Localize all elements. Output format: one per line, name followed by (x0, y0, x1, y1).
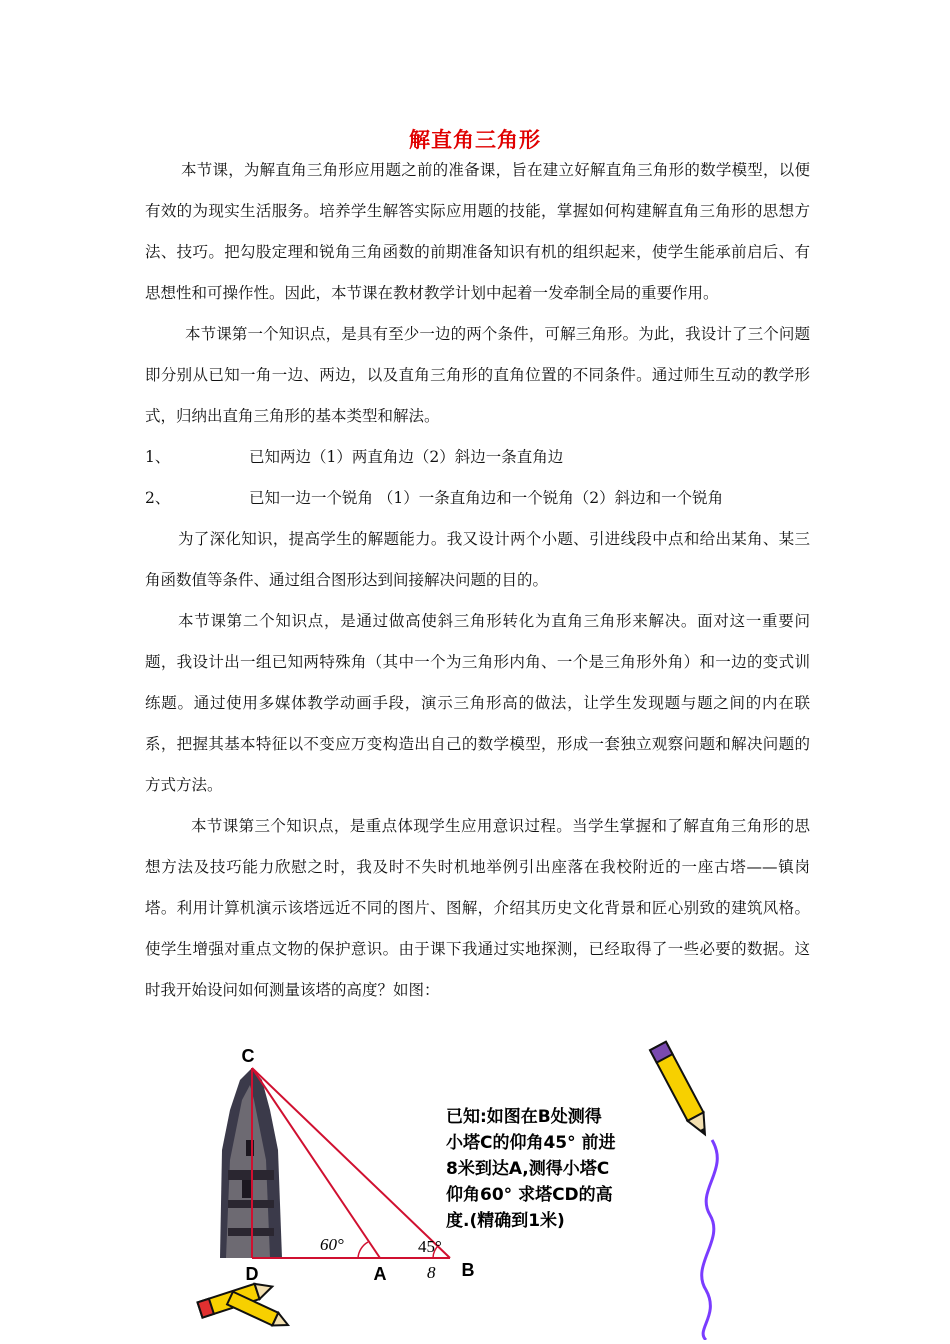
paragraph-4: 本节课第二个知识点，是通过做高使斜三角形转化为直角三角形来解决。面对这一重要问题，我设计出一组已知两特殊角（其中一个为三角形内角、一个是三角形外角）和一边的变式训练题。通过使用多媒体教学动画手段，演示三角形高的做法，让学生发现题与题之间的内在联系，把握其基本特征以不变应万变构造出自己的数学模型，形成一套独立观察问题和解决问题的方式方法。 (145, 612, 810, 794)
page-title: 解直角三角形 (409, 127, 541, 152)
paragraph-3: 为了深化知识，提高学生的解题能力。我又设计两个小题、引进线段中点和给出某角、某三角函数值等条件、通过组合图形达到间接解决问题的目的。 (145, 530, 810, 589)
given-line: 8米到达A,测得小塔C (446, 1159, 610, 1179)
label-b: B (461, 1260, 475, 1280)
paragraph-2: 本节课第一个知识点，是具有至少一边的两个条件，可解三角形。为此，我设计了三个问题即分别从已知一角一边、两边，以及直角三角形的直角位置的不同条件。通过师生互动的教学形式，归纳出直角三角形的基本类型和解法。 (145, 325, 810, 425)
list-text: 已知一边一个锐角 （1）一条直角边和一个锐角（2）斜边和一个锐角 (249, 489, 724, 507)
angle-a-label: 60° (320, 1235, 344, 1254)
list-item (145, 437, 810, 478)
paragraph-1: 本节课，为解直角三角形应用题之前的准备课，旨在建立好解直角三角形的数学模型，以便有效的为现实生活服务。培养学生解答实际应用题的技能，掌握如何构建解直角三角形的思想方法、技巧。把勾股定理和锐角三角函数的前期准备知识有机的组织起来，使学生能承前启后、有思想性和可操作性。因此，本节课在教材教学计划中起着一发牵制全局的重要作用。 (145, 161, 810, 302)
document-body (145, 150, 810, 1011)
list-text: 已知两边（1）两直角边（2）斜边一条直角边 (249, 448, 564, 466)
given-line: 小塔C的仰角45° 前进 (446, 1133, 616, 1153)
label-c: C (241, 1046, 255, 1066)
given-line: 度.(精确到1米) (446, 1211, 565, 1231)
angle-b-label: 45° (418, 1237, 442, 1256)
paragraph-5: 本节课第三个知识点，是重点体现学生应用意识过程。当学生掌握和了解直角三角形的思想方法及技巧能力欣慰之时，我及时不失时机地举例引出座落在我校附近的一座古塔——镇岗塔。利用计算机演示该塔远近不同的图片、图解，介绍其历史文化背景和匠心别致的建筑风格。使学生增强对重点文物的保护意识。由于课下我通过实地探测，已经取得了一些必要的数据。这时我开始设问如何测量该塔的高度？如图： (145, 817, 810, 999)
list-number: 2、 (145, 489, 171, 507)
given-line: 已知:如图在B处测得 (446, 1107, 602, 1127)
label-d: D (245, 1264, 259, 1284)
given-line: 仰角60° 求塔CD的高 (446, 1185, 613, 1205)
list-item (145, 478, 810, 519)
given-text-box (446, 1104, 676, 1234)
list-number: 1、 (145, 448, 171, 466)
label-a: A (373, 1264, 387, 1284)
pencils-icon (198, 1279, 291, 1331)
side-cb (252, 1068, 450, 1258)
length-ab-label: 8 (427, 1263, 436, 1282)
squiggle-decoration (702, 1140, 718, 1340)
